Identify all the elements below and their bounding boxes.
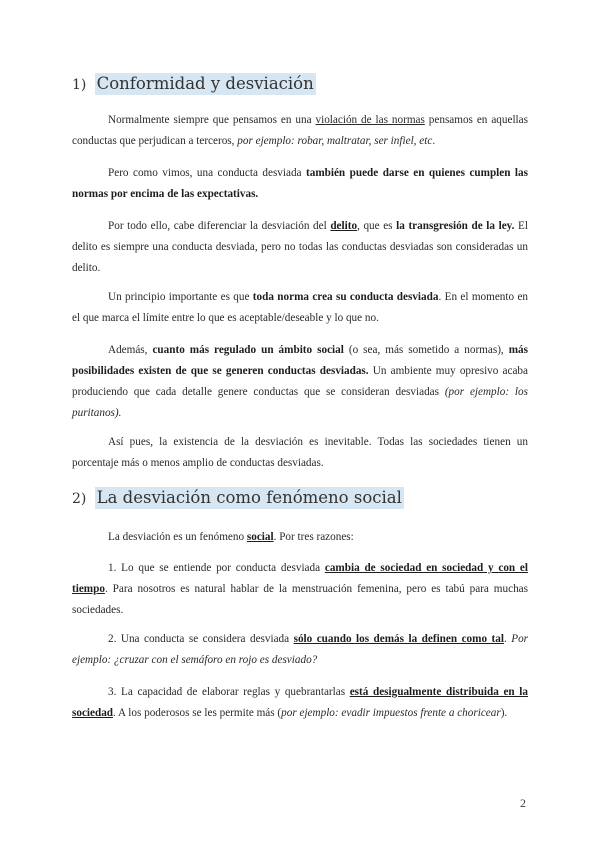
paragraph-2: [72, 163, 528, 205]
paragraph-10: [72, 682, 528, 724]
italic-text: por ejemplo: robar, maltratar, ser infiel, etc: [237, 135, 433, 147]
text: Un ambiente muy opresivo acaba produciendo que cada detalle genere conductas que se consideran desviadas: [72, 365, 528, 398]
paragraph-4: [72, 287, 528, 329]
paragraph-9: [72, 629, 528, 671]
paragraph-3: [72, 216, 528, 279]
section-1-heading: [72, 74, 316, 93]
text: . En el momento en el que marca el límite entre lo que es aceptable/deseable y lo que no.: [72, 291, 528, 324]
bold-text: toda norma crea su conducta desviada: [252, 291, 439, 303]
text: . Por tres razones:: [273, 531, 354, 543]
section-2-title: La desviación como fenómeno social: [96, 488, 402, 507]
italic-text: Por ejemplo: ¿cruzar con el semáforo en rojo es desviado?: [72, 633, 529, 666]
text: . A los poderosos se les permite más (: [113, 707, 282, 719]
section-1-title: Conformidad y desviación: [96, 74, 314, 93]
section-1-number: 1): [72, 77, 87, 93]
italic-text: (por ejemplo: los puritanos).: [72, 386, 528, 419]
page-number: 2: [520, 796, 526, 810]
paragraph-1: [72, 110, 528, 152]
bold-underlined-text: cambia de sociedad en sociedad y con el tiempo: [72, 562, 528, 595]
text: 3. La capacidad de elaborar reglas y quebrantarlas: [108, 686, 350, 698]
text: Así pues, la existencia de la desviación es inevitable. Todas las sociedades tienen un porcentaje más o menos amplio de conductas desviadas.: [72, 436, 528, 469]
text: pensamos en aquellas conductas que perjudican a terceros,: [72, 114, 528, 147]
paragraph-5: [72, 340, 528, 424]
bold-underlined-text: está desigualmente distribuida en la sociedad: [72, 686, 528, 719]
text: 1. Lo que se entiende por conducta desviada: [108, 562, 325, 574]
text: . Para nosotros es natural hablar de la menstruación femenina, pero es tabú para muchas sociedades.: [72, 583, 528, 616]
text: El delito es siempre una conducta desviada, pero no todas las conductas desviadas son consideradas un delito.: [72, 220, 528, 274]
bold-text: más posibilidades existen de que se generen conductas desviadas.: [72, 344, 528, 377]
section-2-heading: [72, 488, 404, 507]
text: Pero como vimos, una conducta desviada: [108, 167, 306, 179]
paragraph-6: [72, 432, 528, 474]
text: ).: [500, 707, 508, 719]
paragraph-7: [72, 527, 528, 548]
text: Normalmente siempre que pensamos en una: [108, 114, 316, 126]
bold-underlined-text: sólo cuando los demás la definen como tal: [293, 633, 504, 645]
text: (o sea, más sometido a normas),: [343, 344, 509, 356]
bold-text: cuanto más regulado un ámbito social: [152, 344, 344, 356]
text: Además,: [108, 344, 153, 356]
section-2-number: 2): [72, 491, 87, 507]
italic-text: por ejemplo: evadir impuestos frente a choricear: [281, 707, 501, 719]
bold-text: también puede darse en quienes cumplen las normas por encima de las expectativas.: [72, 167, 528, 200]
text: La desviación es un fenómeno: [108, 531, 247, 543]
bold-underlined-text: delito: [330, 220, 358, 232]
text: .: [432, 135, 436, 147]
bold-text: la transgresión de la ley.: [396, 220, 515, 232]
text: 2. Una conducta se considera desviada: [108, 633, 294, 645]
text: Por todo ello, cabe diferenciar la desviación del: [108, 220, 331, 232]
text: Un principio importante es que: [108, 291, 253, 303]
underlined-text: violación de las normas: [315, 114, 425, 126]
bold-underlined-text: social: [246, 531, 274, 543]
text: .: [503, 633, 512, 645]
text: , que es: [357, 220, 397, 232]
paragraph-8: [72, 558, 528, 621]
